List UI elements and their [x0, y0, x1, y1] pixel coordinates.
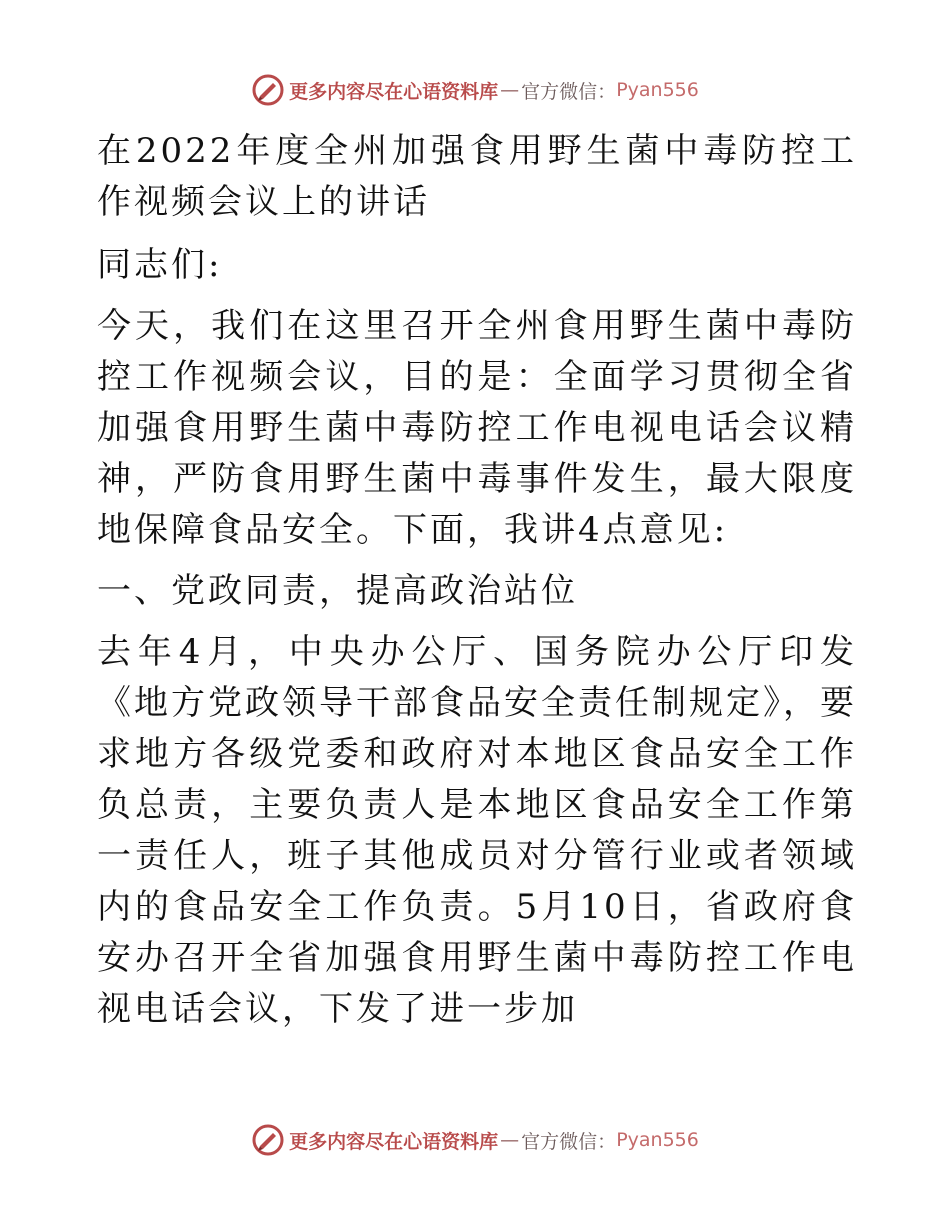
watermark-wechat-id: Pyan556 — [616, 1129, 699, 1151]
watermark-dash: — — [500, 79, 520, 101]
watermark-site-name: 更多内容尽在心语资料库 — [289, 80, 499, 103]
salutation: 同志们: — [97, 245, 223, 285]
paragraph-section-1: 去年4月，中央办公厅、国务院办公厅印发《地方党政领导干部食品安全责任制规定》，要求地方各级党委和政府对本地区食品安全工作负总责，主要负责人是本地区食品安全工作第一责任人，班子其他成员对分管行业或者领域内的食品安全工作负责。5月10日，省政府食安办召开全省加强食用野生菌中毒防控工作电视电话会议，下发了进一步加 — [97, 632, 857, 1029]
watermark-footer — [0, 1120, 950, 1160]
pen-logo-icon — [251, 1123, 285, 1157]
watermark-official-label: 官方微信： — [521, 80, 617, 103]
paragraph-intro: 今天，我们在这里召开全州食用野生菌中毒防控工作视频会议，目的是：全面学习贯彻全省加强食用野生菌中毒防控工作电视电话会议精神，严防食用野生菌中毒事件发生，最大限度地保障食品安全。下面，我讲4点意见: — [97, 306, 857, 550]
document-title: 在2022年度全州加强食用野生菌中毒防控工作视频会议上的讲话 — [97, 131, 857, 222]
pen-logo-icon — [251, 73, 285, 107]
watermark-wechat-id: Pyan556 — [616, 79, 699, 101]
watermark-official-label: 官方微信： — [521, 1130, 617, 1153]
section-heading-1: 一、党政同责，提高政治站位 — [97, 571, 578, 611]
watermark-dash: — — [500, 1129, 520, 1151]
document-body — [97, 126, 857, 1035]
watermark-header — [0, 70, 950, 110]
watermark-site-name: 更多内容尽在心语资料库 — [289, 1130, 499, 1153]
